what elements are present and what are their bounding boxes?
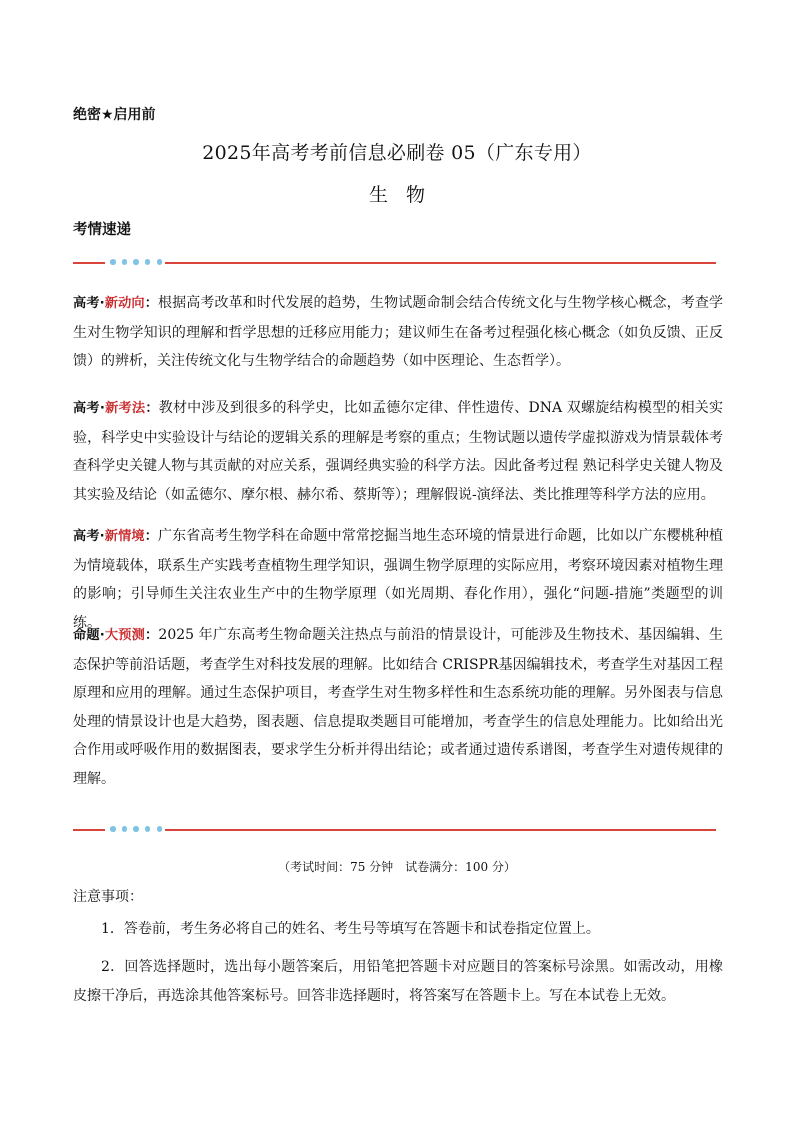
decorative-divider-bottom [73,825,716,835]
dot-icon [157,826,163,832]
exam-info: （考试时间：75 分钟 试卷满分：100 分） [278,860,516,874]
paragraph-text: 教材中涉及到很多的科学史，比如孟德尔定律、伴性遗传、DNA 双螺旋结构模型的相关实验，科学史中实验设计与结论的逻辑关系的理解是考察的重点；生物试题以遗传学虚拟游戏为情景载体考查科学史关键人物与其贡献的对应关系，强调经典实验的科学方法。因此备考过程 熟记科学史关键人物及其实验及结论（如孟德尔、摩尔根、赫尔希、蔡斯等）；理解假说-演绎法、类比推理等科学方法的应用。 [73,400,724,503]
dot-icon [122,826,128,832]
dot-icon [157,259,163,265]
secret-mark: 绝密★启用前 [73,107,156,123]
decorative-divider-top [73,258,716,268]
paragraph-new-method [73,394,723,509]
page-title: 2025年高考考前信息必刷卷 05（广东专用） [202,142,592,164]
paragraph-new-trend [73,289,723,376]
paragraph-label: 命题·大预测： [73,628,159,643]
dot-icon [145,826,151,832]
dot-icon [110,259,116,265]
note-item: 2．回答选择题时，选出每小题答案后，用铅笔把答题卡对应题目的答案标号涂黑。如需改动，用橡皮擦干净后，再选涂其他答案标号。回答非选择题时，将答案写在答题卡上。写在本试卷上无效。 [73,959,723,1004]
paragraph-label: 高考·新考法： [73,401,159,416]
note-item: 1．答卷前，考生务必将自己的姓名、考生号等填写在答题卡和试卷指定位置上。 [101,921,600,937]
dot-icon [133,259,139,265]
paragraph-prediction [73,621,723,794]
subject-title: 生物 [368,184,443,206]
paragraph-text: 2025 年广东高考生物命题关注热点与前沿的情景设计，可能涉及生物技术、基因编辑、生态保护等前沿话题，考查学生对科技发展的理解。比如结合 CRISPR基因编辑技术，考查学生对基因工程原理和应用的理解。通过生态保护项目，考查学生对生物多样性和生态系统功能的理解。另外图表与信息处理的情景设计也是大趋势，图表题、信息提取类题目可能增加，考查学生的信息处理能力。比如给出光合作用或呼吸作用的数据图表，要求学生分析并得出结论；或者通过遗传系谱图，考查学生对遗传规律的理解。 [73,627,724,787]
notes-title: 注意事项： [73,889,143,905]
paragraph-label: 高考·新情境： [73,529,159,544]
dot-icon [110,826,116,832]
dot-icon [133,826,139,832]
paragraph-text: 根据高考改革和时代发展的趋势，生物试题命制会结合传统文化与生物学核心概念，考查学生对生物学知识的理解和哲学思想的迁移应用能力；建议师生在备考过程强化核心概念（如负反馈、正反馈）的辨析，关注传统文化与生物学结合的命题趋势（如中医理论、生态哲学）。 [73,295,724,370]
section-heading: 考情速递 [73,222,131,238]
dot-icon [145,259,151,265]
dot-icon [122,259,128,265]
paragraph-text: 广东省高考生物学科在命题中常常挖掘当地生态环境的情景进行命题，比如以广东樱桃种植为情境载体，联系生产实践考查植物生理学知识，强调生物学原理的实际应用，考察环境因素对植物生理的影响；引导师生关注农业生产中的生物学原理（如光周期、春化作用），强化“问题-措施”类题型的训练。 [73,528,724,631]
paragraph-label: 高考·新动向： [73,296,159,311]
